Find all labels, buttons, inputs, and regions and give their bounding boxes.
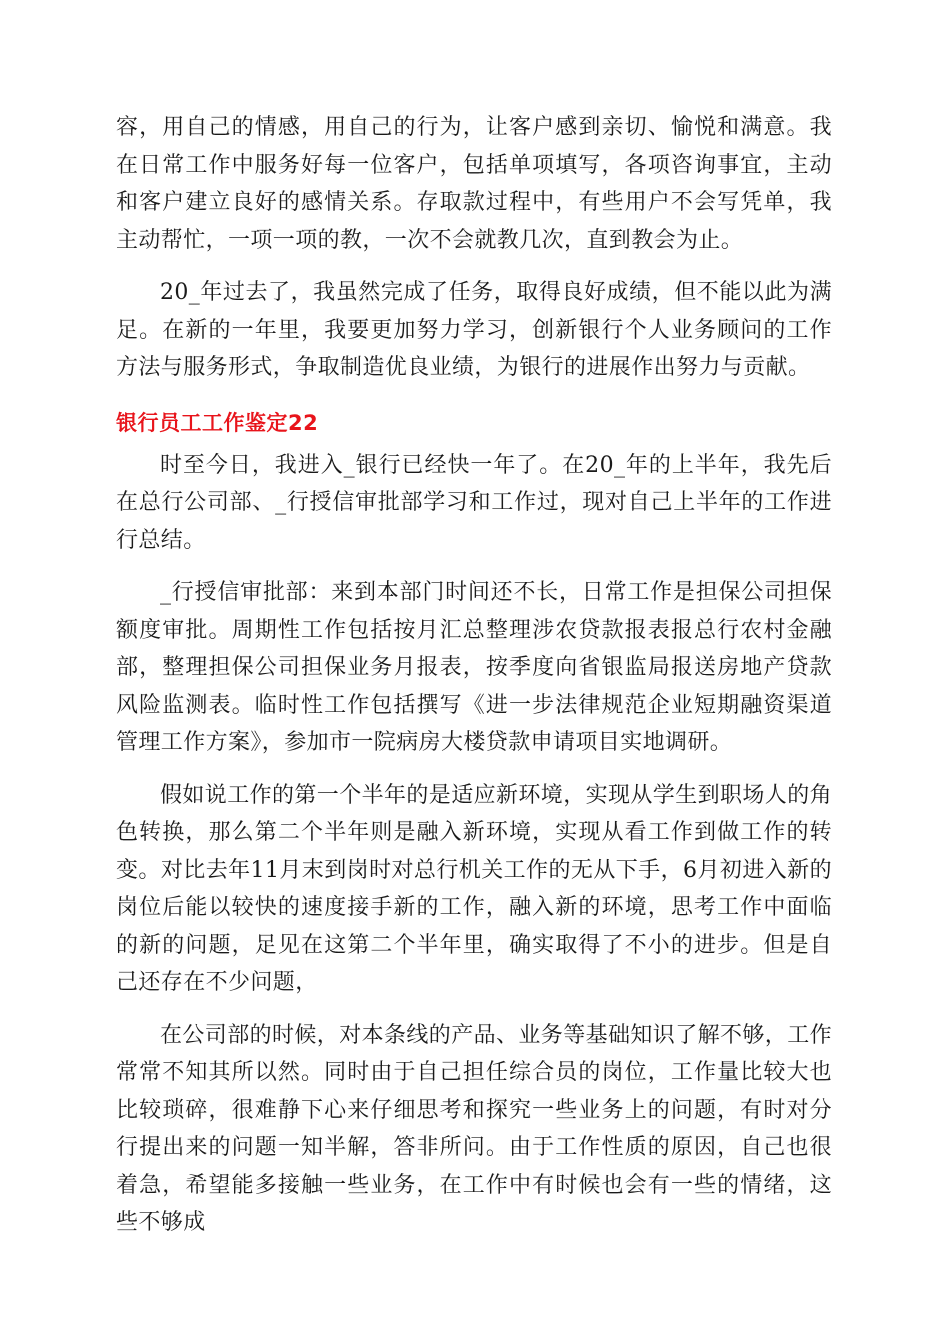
paragraph: _行授信审批部：来到本部门时间还不长，日常工作是担保公司担保额度审批。周期性工作包括按月汇总整理涉农贷款报表报总行农村金融部，整理担保公司担保业务月报表，按季度向省银监局报送房地产贷款风险监测表。临时性工作包括撰写《进一步法律规范企业短期融资渠道管理工作方案》，参加市一院病房大楼贷款申请项目实地调研。 xyxy=(116,580,832,755)
paragraph: 在公司部的时候，对本条线的产品、业务等基础知识了解不够，工作常常不知其所以然。同时由于自己担任综合员的岗位，工作量比较大也比较琐碎，很难静下心来仔细思考和探究一些业务上的问题，有时对分行提出来的问题一知半解，答非所问。由于工作性质的原因，自己也很着急，希望能多接触一些业务，在工作中有时候也会有一些的情绪，这些不够成 xyxy=(116,1022,833,1235)
paragraph-continued: 容，用自己的情感，用自己的行为，让客户感到亲切、愉悦和满意。我在日常工作中服务好每一位客户，包括单项填写，各项咨询事宜，主动和客户建立良好的感情关系。存取款过程中，有些用户不会写凭单，我主动帮忙，一项一项的教，一次不会就教几次，直到教会为止。 xyxy=(116,115,832,253)
paragraph: 假如说工作的第一个半年的是适应新环境，实现从学生到职场人的角色转换，那么第二个半年则是融入新环境，实现从看工作到做工作的转变。对比去年11月末到岗时对总行机关工作的无从下手，6月初进入新的岗位后能以较快的速度接手新的工作，融入新的环境，思考工作中面临的新的问题，足见在这第二个半年里，确实取得了不小的进步。但是自己还存在不少问题， xyxy=(116,782,833,995)
paragraph: 20_年过去了，我虽然完成了任务，取得良好成绩，但不能以此为满足。在新的一年里，我要更加努力学习，创新银行个人业务顾问的工作方法与服务形式，争取制造优良业绩，为银行的进展作出努力与贡献。 xyxy=(116,280,832,380)
section-heading: 银行员工工作鉴定22 xyxy=(116,410,319,435)
document-body xyxy=(116,109,832,1242)
paragraph: 时至今日，我进入_银行已经快一年了。在20_年的上半年，我先后在总行公司部、_行授信审批部学习和工作过，现对自己上半年的工作进行总结。 xyxy=(116,452,832,553)
